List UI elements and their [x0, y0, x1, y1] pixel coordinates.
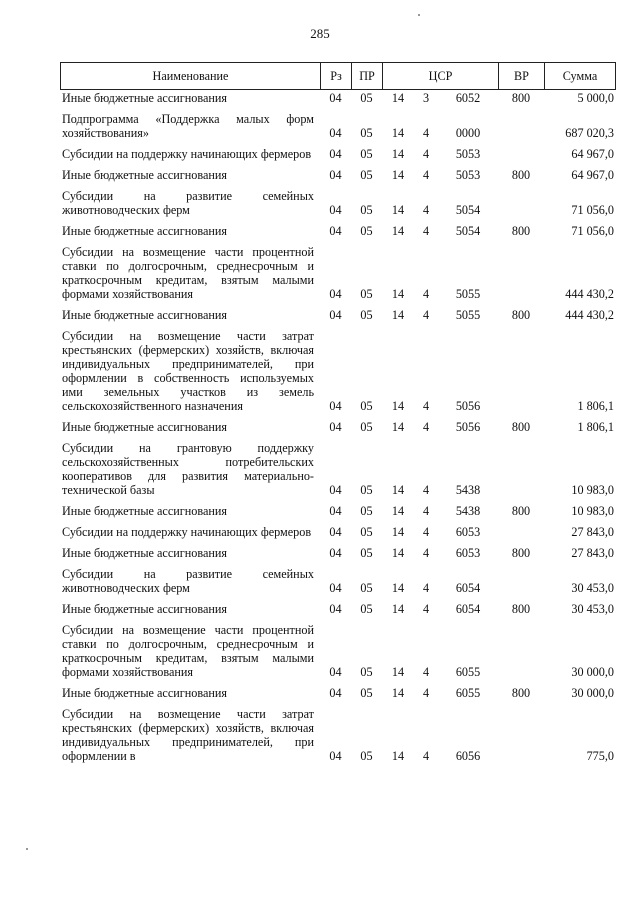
cell-rz: 04 [329, 203, 342, 217]
scan-speck [26, 848, 28, 850]
table-row [60, 602, 616, 616]
cell-csr-subprogram: 4 [422, 749, 430, 763]
cell-rz: 04 [329, 420, 342, 434]
cell-csr-item: 6053 [455, 525, 481, 539]
cell-name: Субсидии на поддержку начинающих фермеров [62, 525, 312, 539]
cell-csr-item: 5054 [455, 203, 481, 217]
cell-rz: 04 [329, 525, 342, 539]
table-header [60, 62, 616, 90]
cell-csr-program: 14 [391, 308, 405, 322]
cell-csr-subprogram: 4 [422, 665, 430, 679]
cell-sum: 30 000,0 [571, 686, 614, 700]
cell-sum: 64 967,0 [571, 168, 614, 182]
cell-csr-subprogram: 4 [422, 224, 430, 238]
cell-sum: 1 806,1 [577, 399, 614, 413]
cell-pr: 05 [360, 420, 373, 434]
cell-pr: 05 [360, 483, 373, 497]
cell-csr-program: 14 [391, 581, 405, 595]
cell-pr: 05 [360, 665, 373, 679]
cell-csr-item: 6055 [455, 665, 481, 679]
cell-csr-item: 6054 [455, 581, 481, 595]
cell-pr: 05 [360, 749, 373, 763]
cell-csr-program: 14 [391, 525, 405, 539]
cell-csr-item: 5055 [455, 308, 481, 322]
header-pr: ПР [351, 63, 382, 89]
cell-csr-subprogram: 4 [422, 287, 430, 301]
cell-name: Субсидии на развитие семейных животноводческих ферм [62, 567, 314, 595]
table-row [60, 707, 616, 763]
table-row [60, 567, 616, 595]
cell-csr-program: 14 [391, 665, 405, 679]
cell-csr-program: 14 [391, 147, 405, 161]
cell-sum: 1 806,1 [577, 420, 614, 434]
cell-name: Иные бюджетные ассигнования [62, 91, 228, 105]
table-row [60, 189, 616, 217]
cell-csr-subprogram: 4 [422, 483, 430, 497]
cell-csr-subprogram: 4 [422, 126, 430, 140]
cell-rz: 04 [329, 749, 342, 763]
cell-csr-program: 14 [391, 287, 405, 301]
cell-pr: 05 [360, 546, 373, 560]
header-vr: ВР [498, 63, 544, 89]
cell-name: Субсидии на возмещение части процентной ставки по долгосрочным, среднесрочным и краткосрочным кредитам, взятым малыми формами хозяйствования [62, 623, 314, 679]
cell-csr-program: 14 [391, 168, 405, 182]
cell-name: Подпрограмма «Поддержка малых форм хозяйствования» [62, 112, 314, 140]
cell-sum: 10 983,0 [571, 504, 614, 518]
cell-sum: 687 020,3 [565, 126, 614, 140]
cell-name: Иные бюджетные ассигнования [62, 420, 228, 434]
header-sum: Сумма [544, 63, 616, 89]
cell-sum: 30 000,0 [571, 665, 614, 679]
cell-csr-item: 6054 [455, 602, 481, 616]
cell-sum: 30 453,0 [571, 581, 614, 595]
cell-name: Иные бюджетные ассигнования [62, 504, 228, 518]
cell-pr: 05 [360, 581, 373, 595]
cell-csr-subprogram: 4 [422, 147, 430, 161]
cell-rz: 04 [329, 287, 342, 301]
cell-pr: 05 [360, 308, 373, 322]
cell-vr: 800 [511, 168, 531, 182]
cell-sum: 71 056,0 [571, 224, 614, 238]
cell-pr: 05 [360, 287, 373, 301]
cell-csr-subprogram: 4 [422, 546, 430, 560]
table-row [60, 504, 616, 518]
cell-rz: 04 [329, 504, 342, 518]
cell-sum: 5 000,0 [577, 91, 614, 105]
header-csr: ЦСР [382, 63, 498, 89]
cell-csr-item: 6055 [455, 686, 481, 700]
cell-sum: 444 430,2 [565, 287, 614, 301]
cell-pr: 05 [360, 203, 373, 217]
cell-name: Субсидии на грантовую поддержку сельскохозяйственных потребительских кооперативов для развития материально-технической базы [62, 441, 314, 497]
table-row [60, 546, 616, 560]
cell-pr: 05 [360, 168, 373, 182]
cell-name: Иные бюджетные ассигнования [62, 308, 228, 322]
cell-csr-program: 14 [391, 546, 405, 560]
cell-csr-program: 14 [391, 203, 405, 217]
cell-csr-item: 5438 [455, 504, 481, 518]
cell-csr-subprogram: 4 [422, 602, 430, 616]
table-row [60, 91, 616, 105]
cell-csr-program: 14 [391, 126, 405, 140]
table-row [60, 168, 616, 182]
cell-rz: 04 [329, 665, 342, 679]
cell-csr-subprogram: 4 [422, 525, 430, 539]
cell-csr-item: 6053 [455, 546, 481, 560]
cell-csr-item: 0000 [455, 126, 481, 140]
cell-csr-item: 6056 [455, 749, 481, 763]
table-row [60, 147, 616, 161]
header-name: Наименование [60, 63, 320, 89]
table-row [60, 112, 616, 140]
scan-speck [418, 14, 420, 16]
cell-csr-program: 14 [391, 420, 405, 434]
page-number: 285 [310, 26, 330, 41]
table-row [60, 441, 616, 497]
cell-csr-subprogram: 3 [422, 91, 430, 105]
table-row [60, 525, 616, 539]
cell-vr: 800 [511, 686, 531, 700]
cell-rz: 04 [329, 147, 342, 161]
cell-csr-subprogram: 4 [422, 686, 430, 700]
cell-csr-item: 5438 [455, 483, 481, 497]
cell-rz: 04 [329, 399, 342, 413]
cell-sum: 444 430,2 [565, 308, 614, 322]
cell-sum: 64 967,0 [571, 147, 614, 161]
cell-name: Иные бюджетные ассигнования [62, 168, 228, 182]
cell-csr-program: 14 [391, 686, 405, 700]
cell-csr-item: 5056 [455, 420, 481, 434]
cell-csr-item: 5054 [455, 224, 481, 238]
cell-sum: 27 843,0 [571, 546, 614, 560]
cell-name: Иные бюджетные ассигнования [62, 224, 228, 238]
cell-name: Иные бюджетные ассигнования [62, 602, 228, 616]
cell-rz: 04 [329, 126, 342, 140]
cell-csr-program: 14 [391, 91, 405, 105]
table-row [60, 420, 616, 434]
cell-pr: 05 [360, 126, 373, 140]
cell-name: Иные бюджетные ассигнования [62, 686, 228, 700]
cell-rz: 04 [329, 224, 342, 238]
cell-vr: 800 [511, 546, 531, 560]
cell-name: Субсидии на возмещение части процентной ставки по долгосрочным, среднесрочным и краткосрочным кредитам, взятым малыми формами хозяйствования [62, 245, 314, 301]
cell-csr-subprogram: 4 [422, 581, 430, 595]
cell-vr: 800 [511, 91, 531, 105]
cell-rz: 04 [329, 483, 342, 497]
cell-csr-program: 14 [391, 504, 405, 518]
cell-sum: 71 056,0 [571, 203, 614, 217]
table-body [60, 90, 616, 763]
cell-csr-item: 5055 [455, 287, 481, 301]
cell-csr-subprogram: 4 [422, 203, 430, 217]
cell-vr: 800 [511, 224, 531, 238]
cell-name: Субсидии на поддержку начинающих фермеров [62, 147, 312, 161]
cell-pr: 05 [360, 686, 373, 700]
cell-rz: 04 [329, 91, 342, 105]
cell-csr-item: 5056 [455, 399, 481, 413]
cell-csr-subprogram: 4 [422, 399, 430, 413]
table-row [60, 686, 616, 700]
cell-csr-program: 14 [391, 399, 405, 413]
cell-rz: 04 [329, 602, 342, 616]
cell-rz: 04 [329, 581, 342, 595]
cell-name: Иные бюджетные ассигнования [62, 546, 228, 560]
cell-csr-item: 5053 [455, 168, 481, 182]
cell-pr: 05 [360, 399, 373, 413]
cell-sum: 10 983,0 [571, 483, 614, 497]
cell-csr-subprogram: 4 [422, 504, 430, 518]
cell-csr-program: 14 [391, 749, 405, 763]
cell-csr-subprogram: 4 [422, 168, 430, 182]
cell-pr: 05 [360, 525, 373, 539]
table-row [60, 623, 616, 679]
cell-name: Субсидии на развитие семейных животноводческих ферм [62, 189, 314, 217]
cell-sum: 30 453,0 [571, 602, 614, 616]
cell-csr-item: 5053 [455, 147, 481, 161]
cell-vr: 800 [511, 420, 531, 434]
table-row [60, 224, 616, 238]
cell-vr: 800 [511, 308, 531, 322]
cell-pr: 05 [360, 504, 373, 518]
header-rz: Рз [320, 63, 351, 89]
table-row [60, 308, 616, 322]
cell-csr-subprogram: 4 [422, 420, 430, 434]
cell-rz: 04 [329, 546, 342, 560]
cell-csr-subprogram: 4 [422, 308, 430, 322]
cell-vr: 800 [511, 602, 531, 616]
cell-pr: 05 [360, 602, 373, 616]
table-row [60, 245, 616, 301]
cell-name: Субсидии на возмещение части затрат крестьянских (фермерских) хозяйств, включая индивидуальных предпринимателей, при оформлении в [62, 707, 314, 763]
cell-sum: 775,0 [586, 749, 614, 763]
cell-rz: 04 [329, 686, 342, 700]
cell-sum: 27 843,0 [571, 525, 614, 539]
cell-csr-program: 14 [391, 483, 405, 497]
cell-vr: 800 [511, 504, 531, 518]
budget-table [60, 62, 616, 770]
table-row [60, 329, 616, 413]
cell-pr: 05 [360, 224, 373, 238]
cell-pr: 05 [360, 147, 373, 161]
cell-csr-item: 6052 [455, 91, 481, 105]
cell-csr-program: 14 [391, 224, 405, 238]
cell-csr-program: 14 [391, 602, 405, 616]
cell-rz: 04 [329, 308, 342, 322]
cell-pr: 05 [360, 91, 373, 105]
cell-name: Субсидии на возмещение части затрат крестьянских (фермерских) хозяйств, включая индивидуальных предпринимателей, при оформлении в собственность используемых ими земельных участков из земель сельскохозяйственного назначения [62, 329, 314, 413]
cell-rz: 04 [329, 168, 342, 182]
